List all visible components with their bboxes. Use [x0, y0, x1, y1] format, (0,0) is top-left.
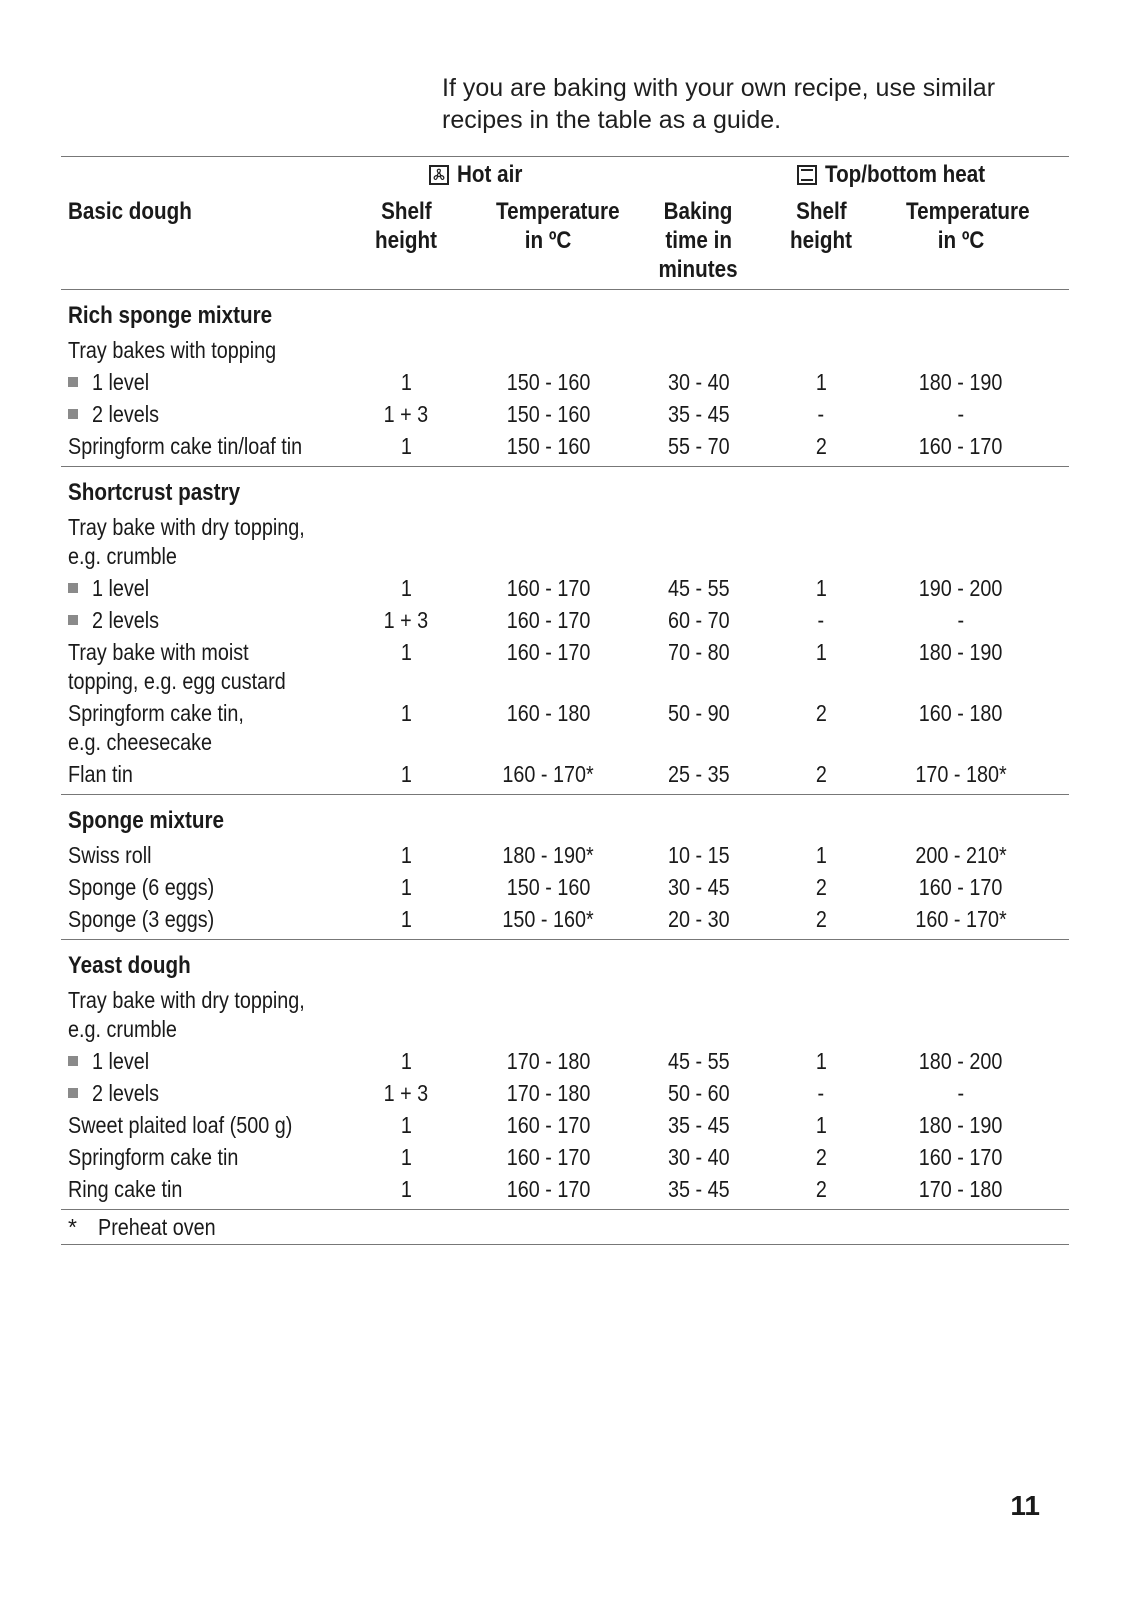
- table-row: [61, 699, 1069, 760]
- row-label: Sponge (3 eggs): [68, 906, 215, 932]
- header-hot-air-temperature: Temperature in ºC: [496, 198, 620, 254]
- row-label: Flan tin: [68, 761, 133, 787]
- cell-shelf-top-bottom: 1: [815, 575, 827, 601]
- cell-temp-hot-air: 160 - 180: [506, 700, 591, 726]
- cell-temp-hot-air: 160 - 170*: [502, 761, 595, 787]
- header-basic-dough: Basic dough: [68, 198, 192, 225]
- cell-temp-hot-air: [486, 513, 611, 542]
- row-label: Ring cake tin: [68, 1176, 183, 1202]
- cell-baking-time: 70 - 80: [667, 639, 730, 665]
- table-row: [61, 905, 1069, 937]
- cell-shelf-top-bottom: [781, 986, 861, 1015]
- cell-baking-time: 60 - 70: [667, 607, 730, 633]
- cell-shelf-hot-air: 1: [400, 700, 412, 726]
- section: [61, 467, 1069, 795]
- section-title: Shortcrust pastry: [68, 479, 241, 506]
- cell-shelf-top-bottom: 1: [815, 1112, 827, 1138]
- cell-baking-time: [641, 336, 756, 365]
- cell-baking-time: 10 - 15: [667, 842, 730, 868]
- section-title: Sponge mixture: [68, 807, 224, 834]
- cell-shelf-hot-air: 1 + 3: [383, 607, 429, 633]
- cell-shelf-top-bottom: [781, 513, 861, 542]
- table-row: [61, 986, 1069, 1047]
- row-label: 2 levels: [68, 400, 368, 429]
- cell-baking-time: 30 - 40: [667, 1144, 730, 1170]
- footnote: [61, 1210, 1069, 1245]
- table-row: [61, 1111, 1069, 1143]
- top-bottom-heat-mode: [797, 157, 1011, 193]
- cell-shelf-top-bottom: 2: [815, 1144, 827, 1170]
- row-label: 1 level: [68, 368, 368, 397]
- page-number: 11: [1010, 1490, 1040, 1521]
- cell-temp-top-bottom: 180 - 190: [919, 1112, 1003, 1138]
- cell-shelf-hot-air: 1: [400, 842, 412, 868]
- table-row: [61, 513, 1069, 574]
- cell-temp-top-bottom: 180 - 190: [919, 639, 1003, 665]
- cell-baking-time: 35 - 45: [667, 1112, 730, 1138]
- header-baking-time: Baking time in minutes: [658, 198, 739, 283]
- row-label: 2 levels: [68, 1079, 368, 1108]
- cell-temp-hot-air: 150 - 160*: [502, 906, 595, 932]
- bullet-icon: [68, 377, 78, 387]
- bullet-icon: [68, 1088, 78, 1098]
- baking-table: [61, 156, 1069, 1245]
- cell-baking-time: 30 - 40: [667, 369, 730, 395]
- cell-temp-hot-air: 170 - 180: [506, 1048, 591, 1074]
- table-row: [61, 574, 1069, 606]
- cell-temp-hot-air: 160 - 170: [506, 607, 591, 633]
- cell-shelf-top-bottom: 1: [815, 842, 827, 868]
- cell-shelf-hot-air: 1: [400, 1112, 412, 1138]
- cell-baking-time: 50 - 60: [667, 1080, 730, 1106]
- cell-baking-time: 35 - 45: [667, 401, 730, 427]
- bullet-icon: [68, 1056, 78, 1066]
- cell-shelf-top-bottom: 2: [815, 433, 827, 459]
- cell-shelf-top-bottom: -: [817, 401, 825, 427]
- cell-temp-top-bottom: [896, 513, 1026, 542]
- cell-shelf-hot-air: [361, 986, 451, 1015]
- heating-modes-row: [61, 157, 1069, 195]
- hot-air-mode: [429, 157, 533, 193]
- cell-shelf-hot-air: 1 + 3: [383, 401, 429, 427]
- cell-baking-time: [641, 986, 756, 1015]
- row-label: Sponge (6 eggs): [68, 874, 215, 900]
- cell-temp-hot-air: 160 - 170: [506, 1176, 591, 1202]
- fan-icon: [429, 165, 449, 185]
- table-row: [61, 1143, 1069, 1175]
- cell-shelf-top-bottom: 2: [815, 761, 827, 787]
- row-label: Sweet plaited loaf (500 g): [68, 1112, 293, 1138]
- cell-shelf-hot-air: 1: [400, 874, 412, 900]
- section: [61, 940, 1069, 1210]
- section: [61, 290, 1069, 467]
- cell-temp-top-bottom: 160 - 170: [919, 1144, 1003, 1170]
- section: [61, 795, 1069, 940]
- cell-temp-top-bottom: -: [957, 401, 965, 427]
- top-bottom-heat-label: Top/bottom heat: [825, 161, 986, 188]
- cell-temp-hot-air: 160 - 170: [506, 575, 591, 601]
- cell-temp-hot-air: 160 - 170: [506, 1112, 591, 1138]
- cell-shelf-hot-air: 1: [400, 1176, 412, 1202]
- cell-temp-top-bottom: 200 - 210*: [915, 842, 1007, 868]
- cell-shelf-top-bottom: 2: [815, 874, 827, 900]
- cell-shelf-hot-air: 1: [400, 369, 412, 395]
- intro-text: If you are baking with your own recipe, use similar recipes in the table as a guide.: [442, 74, 996, 134]
- footnote-mark: *: [68, 1214, 77, 1240]
- cell-temp-hot-air: 150 - 160: [506, 874, 591, 900]
- bullet-icon: [68, 409, 78, 419]
- cell-temp-hot-air: 150 - 160: [506, 433, 591, 459]
- cell-shelf-hot-air: 1: [400, 906, 412, 932]
- section-title: Yeast dough: [68, 952, 191, 979]
- cell-shelf-top-bottom: [781, 336, 861, 365]
- row-label: Tray bakes with topping: [68, 337, 277, 363]
- cell-temp-top-bottom: 170 - 180: [919, 1176, 1003, 1202]
- cell-temp-hot-air: 170 - 180: [506, 1080, 591, 1106]
- cell-temp-hot-air: 180 - 190*: [502, 842, 595, 868]
- cell-shelf-top-bottom: -: [817, 607, 825, 633]
- cell-temp-hot-air: 150 - 160: [506, 369, 591, 395]
- table-row: [61, 336, 1069, 368]
- row-label: Tray bake with dry topping, e.g. crumble: [68, 514, 305, 569]
- cell-shelf-top-bottom: 1: [815, 639, 827, 665]
- table-row: [61, 873, 1069, 905]
- cell-temp-top-bottom: 190 - 200: [919, 575, 1003, 601]
- table-row: [61, 1047, 1069, 1079]
- bullet-icon: [68, 583, 78, 593]
- cell-temp-hot-air: 160 - 170: [506, 639, 591, 665]
- header-top-bottom-temperature: Temperature in ºC: [906, 198, 1030, 254]
- cell-baking-time: 55 - 70: [667, 433, 730, 459]
- cell-temp-top-bottom: 160 - 180: [919, 700, 1003, 726]
- column-headers: [61, 195, 1069, 290]
- cell-baking-time: 35 - 45: [667, 1176, 730, 1202]
- cell-baking-time: 30 - 45: [667, 874, 730, 900]
- cell-shelf-top-bottom: -: [817, 1080, 825, 1106]
- row-label: Tray bake with dry topping, e.g. crumble: [68, 987, 305, 1042]
- header-top-bottom-shelf: Shelf height: [790, 198, 852, 254]
- cell-temp-top-bottom: 160 - 170: [919, 874, 1003, 900]
- cell-shelf-hot-air: [361, 513, 451, 542]
- cell-temp-top-bottom: 170 - 180*: [915, 761, 1007, 787]
- table-row: [61, 841, 1069, 873]
- cell-temp-hot-air: 160 - 170: [506, 1144, 591, 1170]
- footnote-text: Preheat oven: [98, 1214, 216, 1240]
- cell-temp-top-bottom: 180 - 200: [919, 1048, 1003, 1074]
- top-bottom-heat-icon: [797, 165, 817, 185]
- section-title: Rich sponge mixture: [68, 302, 273, 329]
- cell-temp-hot-air: 150 - 160: [506, 401, 591, 427]
- cell-baking-time: 45 - 55: [667, 575, 730, 601]
- cell-baking-time: 50 - 90: [667, 700, 730, 726]
- row-label: 1 level: [68, 574, 368, 603]
- cell-temp-hot-air: [486, 986, 611, 1015]
- cell-shelf-hot-air: 1: [400, 575, 412, 601]
- cell-shelf-top-bottom: 1: [815, 1048, 827, 1074]
- cell-temp-hot-air: [486, 336, 611, 365]
- cell-shelf-hot-air: 1: [400, 1144, 412, 1170]
- table-row: [61, 760, 1069, 792]
- cell-temp-top-bottom: 160 - 170: [919, 433, 1003, 459]
- table-row: [61, 638, 1069, 699]
- row-label: 1 level: [68, 1047, 368, 1076]
- cell-shelf-top-bottom: 2: [815, 1176, 827, 1202]
- cell-shelf-hot-air: 1: [400, 1048, 412, 1074]
- cell-shelf-hot-air: 1 + 3: [383, 1080, 429, 1106]
- bullet-icon: [68, 615, 78, 625]
- cell-baking-time: 45 - 55: [667, 1048, 730, 1074]
- cell-shelf-hot-air: 1: [400, 761, 412, 787]
- cell-temp-top-bottom: [896, 336, 1026, 365]
- row-label: Springform cake tin: [68, 1144, 239, 1170]
- cell-shelf-hot-air: 1: [400, 639, 412, 665]
- cell-temp-top-bottom: -: [957, 607, 965, 633]
- table-row: [61, 606, 1069, 638]
- cell-shelf-top-bottom: 2: [815, 906, 827, 932]
- table-row: [61, 432, 1069, 464]
- table-row: [61, 1079, 1069, 1111]
- cell-shelf-top-bottom: 1: [815, 369, 827, 395]
- cell-shelf-hot-air: 1: [400, 433, 412, 459]
- cell-temp-top-bottom: [896, 986, 1026, 1015]
- row-label: 2 levels: [68, 606, 368, 635]
- cell-baking-time: 20 - 30: [667, 906, 730, 932]
- cell-temp-top-bottom: 180 - 190: [919, 369, 1003, 395]
- cell-baking-time: [641, 513, 756, 542]
- cell-baking-time: 25 - 35: [667, 761, 730, 787]
- cell-shelf-top-bottom: 2: [815, 700, 827, 726]
- cell-temp-top-bottom: 160 - 170*: [915, 906, 1007, 932]
- row-label: Swiss roll: [68, 842, 152, 868]
- cell-shelf-hot-air: [361, 336, 451, 365]
- hot-air-label: Hot air: [457, 161, 523, 188]
- cell-temp-top-bottom: -: [957, 1080, 965, 1106]
- header-hot-air-shelf: Shelf height: [375, 198, 437, 254]
- row-label: Tray bake with moist topping, e.g. egg custard: [68, 639, 286, 694]
- table-row: [61, 1175, 1069, 1207]
- row-label: Springform cake tin/loaf tin: [68, 433, 303, 459]
- table-row: [61, 368, 1069, 400]
- table-row: [61, 400, 1069, 432]
- row-label: Springform cake tin, e.g. cheesecake: [68, 700, 244, 755]
- table-body: [61, 290, 1069, 1210]
